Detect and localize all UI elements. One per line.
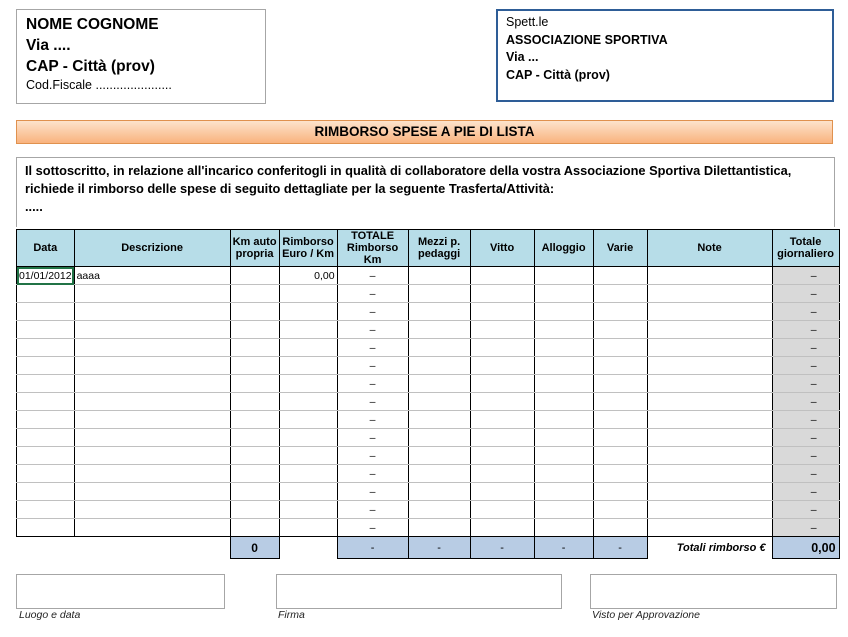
cell-alloggio[interactable] <box>534 501 593 519</box>
cell-totale-giornaliero[interactable]: – <box>772 501 839 519</box>
table-row <box>17 321 840 339</box>
approval-box[interactable] <box>590 574 837 609</box>
cell-totale-giornaliero[interactable]: – <box>772 447 839 465</box>
expense-table <box>16 229 840 559</box>
totals-label: Totali rimborso € <box>676 541 766 554</box>
cell-descrizione[interactable] <box>74 483 230 501</box>
cell-totale-giornaliero[interactable]: – <box>772 465 839 483</box>
cell-alloggio[interactable] <box>534 339 593 357</box>
cell-totale-km[interactable]: – <box>337 483 408 501</box>
cell-alloggio[interactable] <box>534 357 593 375</box>
cell-alloggio[interactable] <box>534 285 593 303</box>
cell-varie[interactable] <box>593 393 647 411</box>
cell-varie[interactable] <box>593 303 647 321</box>
cell-note[interactable] <box>647 429 772 447</box>
header-note: Note <box>647 230 772 267</box>
cell-vitto[interactable] <box>470 483 534 501</box>
sender-fiscal-code[interactable]: Cod.Fiscale ...................... <box>26 78 172 92</box>
cell-km[interactable] <box>230 339 279 357</box>
intro-line-2: richiede il rimborso delle spese di seguito dettagliate per la seguente Trasferta/Attività: <box>25 181 555 196</box>
cell-data[interactable] <box>17 447 75 465</box>
cell-mezzi[interactable] <box>408 285 470 303</box>
cell-totale-giornaliero[interactable]: – <box>772 267 839 285</box>
cell-rimborso[interactable] <box>279 429 337 447</box>
cell-rimborso[interactable] <box>279 501 337 519</box>
cell-descrizione[interactable] <box>74 501 230 519</box>
sender-street[interactable]: Via .... <box>26 37 71 54</box>
table-row <box>17 483 840 501</box>
recipient-city[interactable]: CAP - Città (prov) <box>506 67 610 82</box>
cell-data[interactable] <box>17 465 75 483</box>
cell-vitto[interactable] <box>470 447 534 465</box>
cell-alloggio[interactable] <box>534 411 593 429</box>
table-row <box>17 393 840 411</box>
cell-vitto[interactable] <box>470 339 534 357</box>
cell-varie[interactable] <box>593 501 647 519</box>
cell-vitto[interactable] <box>470 303 534 321</box>
cell-descrizione[interactable] <box>74 357 230 375</box>
cell-totale-giornaliero[interactable]: – <box>772 411 839 429</box>
table-row <box>17 303 840 321</box>
recipient-org[interactable]: ASSOCIAZIONE SPORTIVA <box>506 32 668 47</box>
header-mezzi: Mezzi p. pedaggi <box>408 230 470 267</box>
cell-km[interactable] <box>230 501 279 519</box>
cell-totale-giornaliero[interactable]: – <box>772 483 839 501</box>
cell-varie[interactable] <box>593 357 647 375</box>
cell-note[interactable] <box>647 267 772 285</box>
cell-rimborso[interactable] <box>279 411 337 429</box>
table-header-row <box>17 230 840 267</box>
cell-data[interactable] <box>17 357 75 375</box>
cell-km[interactable] <box>230 447 279 465</box>
cell-descrizione[interactable] <box>74 411 230 429</box>
cell-totale-giornaliero[interactable]: – <box>772 429 839 447</box>
table-row <box>17 267 840 285</box>
cell-descrizione[interactable] <box>74 339 230 357</box>
cell-varie[interactable] <box>593 375 647 393</box>
sender-box <box>16 9 266 104</box>
cell-note[interactable] <box>647 339 772 357</box>
cell-mezzi[interactable] <box>408 321 470 339</box>
document-title: RIMBORSO SPESE A PIE DI LISTA <box>16 120 833 144</box>
cell-vitto[interactable] <box>470 429 534 447</box>
cell-totale-km[interactable]: – <box>337 411 408 429</box>
cell-note[interactable] <box>647 357 772 375</box>
cell-km[interactable] <box>230 411 279 429</box>
cell-data[interactable] <box>17 411 75 429</box>
signature-box[interactable] <box>276 574 562 609</box>
table-row <box>17 519 840 537</box>
cell-totale-km[interactable]: – <box>337 303 408 321</box>
recipient-street[interactable]: Via ... <box>506 50 539 64</box>
cell-data[interactable] <box>17 321 75 339</box>
cell-alloggio[interactable] <box>534 465 593 483</box>
cell-varie[interactable] <box>593 483 647 501</box>
approval-label: Visto per Approvazione <box>592 609 700 621</box>
cell-km[interactable] <box>230 519 279 537</box>
cell-mezzi[interactable] <box>408 357 470 375</box>
cell-varie[interactable] <box>593 321 647 339</box>
sender-city[interactable]: CAP - Città (prov) <box>26 58 155 75</box>
cell-mezzi[interactable] <box>408 393 470 411</box>
cell-data[interactable] <box>17 303 75 321</box>
cell-note[interactable] <box>647 393 772 411</box>
cell-alloggio[interactable] <box>534 267 593 285</box>
table-row <box>17 429 840 447</box>
cell-alloggio[interactable] <box>534 447 593 465</box>
header-alloggio: Alloggio <box>534 230 593 267</box>
cell-descrizione[interactable] <box>74 519 230 537</box>
cell-km[interactable] <box>230 267 279 285</box>
cell-note[interactable] <box>647 375 772 393</box>
cell-totale-giornaliero[interactable]: – <box>772 357 839 375</box>
cell-totale-km[interactable]: – <box>337 339 408 357</box>
cell-rimborso[interactable] <box>279 303 337 321</box>
cell-vitto[interactable] <box>470 519 534 537</box>
cell-descrizione[interactable] <box>74 429 230 447</box>
total-varie: - <box>593 537 647 559</box>
cell-rimborso[interactable] <box>279 465 337 483</box>
cell-rimborso[interactable] <box>279 285 337 303</box>
cell-data[interactable] <box>17 393 75 411</box>
table-row <box>17 465 840 483</box>
cell-descrizione[interactable] <box>74 375 230 393</box>
cell-descrizione[interactable] <box>74 465 230 483</box>
total-mezzi: - <box>408 537 470 559</box>
cell-data[interactable] <box>17 501 75 519</box>
table-row <box>17 375 840 393</box>
cell-mezzi[interactable] <box>408 519 470 537</box>
cell-data[interactable] <box>17 429 75 447</box>
cell-descrizione[interactable] <box>74 285 230 303</box>
cell-rimborso[interactable] <box>279 321 337 339</box>
cell-mezzi[interactable] <box>408 375 470 393</box>
cell-descrizione[interactable] <box>74 303 230 321</box>
signature-label: Firma <box>278 609 305 621</box>
cell-data[interactable] <box>17 285 75 303</box>
cell-totale-km[interactable]: – <box>337 519 408 537</box>
sender-name[interactable]: NOME COGNOME <box>26 16 159 33</box>
cell-note[interactable] <box>647 483 772 501</box>
cell-rimborso[interactable] <box>279 375 337 393</box>
cell-varie[interactable] <box>593 519 647 537</box>
cell-rimborso[interactable] <box>279 393 337 411</box>
cell-note[interactable] <box>647 501 772 519</box>
cell-varie[interactable] <box>593 411 647 429</box>
cell-data[interactable] <box>17 519 75 537</box>
cell-km[interactable] <box>230 393 279 411</box>
cell-totale-km[interactable]: – <box>337 267 408 285</box>
recipient-box <box>496 9 834 102</box>
cell-mezzi[interactable] <box>408 339 470 357</box>
cell-note[interactable] <box>647 285 772 303</box>
cell-alloggio[interactable] <box>534 393 593 411</box>
cell-varie[interactable] <box>593 429 647 447</box>
header-totale-km: TOTALE Rimborso Km <box>337 230 408 267</box>
cell-note[interactable] <box>647 321 772 339</box>
header-rimborso: Rimborso Euro / Km <box>279 230 337 267</box>
cell-mezzi[interactable] <box>408 501 470 519</box>
cell-data[interactable] <box>17 483 75 501</box>
cell-data[interactable] <box>17 339 75 357</box>
cell-alloggio[interactable] <box>534 375 593 393</box>
cell-vitto[interactable] <box>470 321 534 339</box>
cell-totale-km[interactable]: – <box>337 501 408 519</box>
cell-km[interactable] <box>230 303 279 321</box>
cell-mezzi[interactable] <box>408 267 470 285</box>
cell-totale-km[interactable]: – <box>337 321 408 339</box>
cell-note[interactable] <box>647 465 772 483</box>
cell-totale-giornaliero[interactable]: – <box>772 375 839 393</box>
cell-vitto[interactable] <box>470 501 534 519</box>
cell-totale-giornaliero[interactable]: – <box>772 339 839 357</box>
cell-km[interactable] <box>230 483 279 501</box>
cell-km[interactable] <box>230 321 279 339</box>
total-vitto: - <box>470 537 534 559</box>
cell-varie[interactable] <box>593 339 647 357</box>
header-varie: Varie <box>593 230 647 267</box>
cell-alloggio[interactable] <box>534 303 593 321</box>
cell-totale-km[interactable]: – <box>337 393 408 411</box>
total-alloggio: - <box>534 537 593 559</box>
cell-mezzi[interactable] <box>408 483 470 501</box>
cell-totale-km[interactable]: – <box>337 429 408 447</box>
grand-total: 0,00 <box>772 537 839 559</box>
place-date-label: Luogo e data <box>19 609 81 621</box>
cell-totale-giornaliero[interactable]: – <box>772 303 839 321</box>
cell-note[interactable] <box>647 411 772 429</box>
cell-note[interactable] <box>647 303 772 321</box>
cell-km[interactable] <box>230 465 279 483</box>
cell-descrizione[interactable]: aaaa <box>74 267 230 285</box>
cell-totale-km[interactable]: – <box>337 357 408 375</box>
cell-varie[interactable] <box>593 285 647 303</box>
table-row <box>17 357 840 375</box>
table-row <box>17 501 840 519</box>
table-row <box>17 411 840 429</box>
cell-descrizione[interactable] <box>74 321 230 339</box>
cell-note[interactable] <box>647 447 772 465</box>
cell-km[interactable] <box>230 375 279 393</box>
cell-varie[interactable] <box>593 267 647 285</box>
cell-descrizione[interactable] <box>74 447 230 465</box>
cell-vitto[interactable] <box>470 411 534 429</box>
header-vitto: Vitto <box>470 230 534 267</box>
cell-varie[interactable] <box>593 447 647 465</box>
intro-text-box[interactable] <box>16 157 835 227</box>
intro-line-1: Il sottoscritto, in relazione all'incarico conferitogli in qualità di collaboratore della vostra Associazione Sportiva Dilettantistica, <box>25 163 792 178</box>
header-descrizione: Descrizione <box>74 230 230 267</box>
cell-alloggio[interactable] <box>534 519 593 537</box>
cell-totale-giornaliero[interactable]: – <box>772 519 839 537</box>
recipient-salutation[interactable]: Spett.le <box>506 15 549 29</box>
cell-vitto[interactable] <box>470 375 534 393</box>
cell-mezzi[interactable] <box>408 411 470 429</box>
cell-totale-giornaliero[interactable]: – <box>772 285 839 303</box>
cell-totale-km[interactable]: – <box>337 447 408 465</box>
cell-alloggio[interactable] <box>534 483 593 501</box>
cell-km[interactable] <box>230 357 279 375</box>
cell-vitto[interactable] <box>470 393 534 411</box>
cell-km[interactable] <box>230 429 279 447</box>
total-rimborso-km: - <box>337 537 408 559</box>
cell-rimborso[interactable] <box>279 339 337 357</box>
header-km: Km auto propria <box>230 230 279 267</box>
cell-data[interactable] <box>17 375 75 393</box>
cell-mezzi[interactable] <box>408 447 470 465</box>
intro-line-3: ..... <box>25 199 43 214</box>
cell-km[interactable] <box>230 285 279 303</box>
cell-totale-giornaliero[interactable]: – <box>772 393 839 411</box>
cell-mezzi[interactable] <box>408 429 470 447</box>
cell-mezzi[interactable] <box>408 465 470 483</box>
cell-vitto[interactable] <box>470 357 534 375</box>
cell-totale-km[interactable]: – <box>337 285 408 303</box>
cell-vitto[interactable] <box>470 465 534 483</box>
header-totale-giornaliero: Totale giornaliero <box>772 230 839 267</box>
cell-vitto[interactable] <box>470 267 534 285</box>
cell-vitto[interactable] <box>470 285 534 303</box>
header-data: Data <box>17 230 75 267</box>
cell-alloggio[interactable] <box>534 429 593 447</box>
table-row <box>17 285 840 303</box>
total-km: 0 <box>230 537 279 559</box>
cell-data[interactable]: 01/01/2012 <box>17 267 75 285</box>
cell-rimborso[interactable] <box>279 483 337 501</box>
cell-rimborso[interactable] <box>279 357 337 375</box>
cell-varie[interactable] <box>593 465 647 483</box>
cell-alloggio[interactable] <box>534 321 593 339</box>
cell-totale-km[interactable]: – <box>337 465 408 483</box>
cell-mezzi[interactable] <box>408 303 470 321</box>
cell-rimborso[interactable] <box>279 519 337 537</box>
cell-totale-giornaliero[interactable]: – <box>772 321 839 339</box>
cell-rimborso[interactable]: 0,00 <box>279 267 337 285</box>
table-row <box>17 447 840 465</box>
cell-note[interactable] <box>647 519 772 537</box>
cell-descrizione[interactable] <box>74 393 230 411</box>
table-row <box>17 339 840 357</box>
totals-row <box>17 537 840 559</box>
cell-totale-km[interactable]: – <box>337 375 408 393</box>
place-date-box[interactable] <box>16 574 225 609</box>
cell-rimborso[interactable] <box>279 447 337 465</box>
